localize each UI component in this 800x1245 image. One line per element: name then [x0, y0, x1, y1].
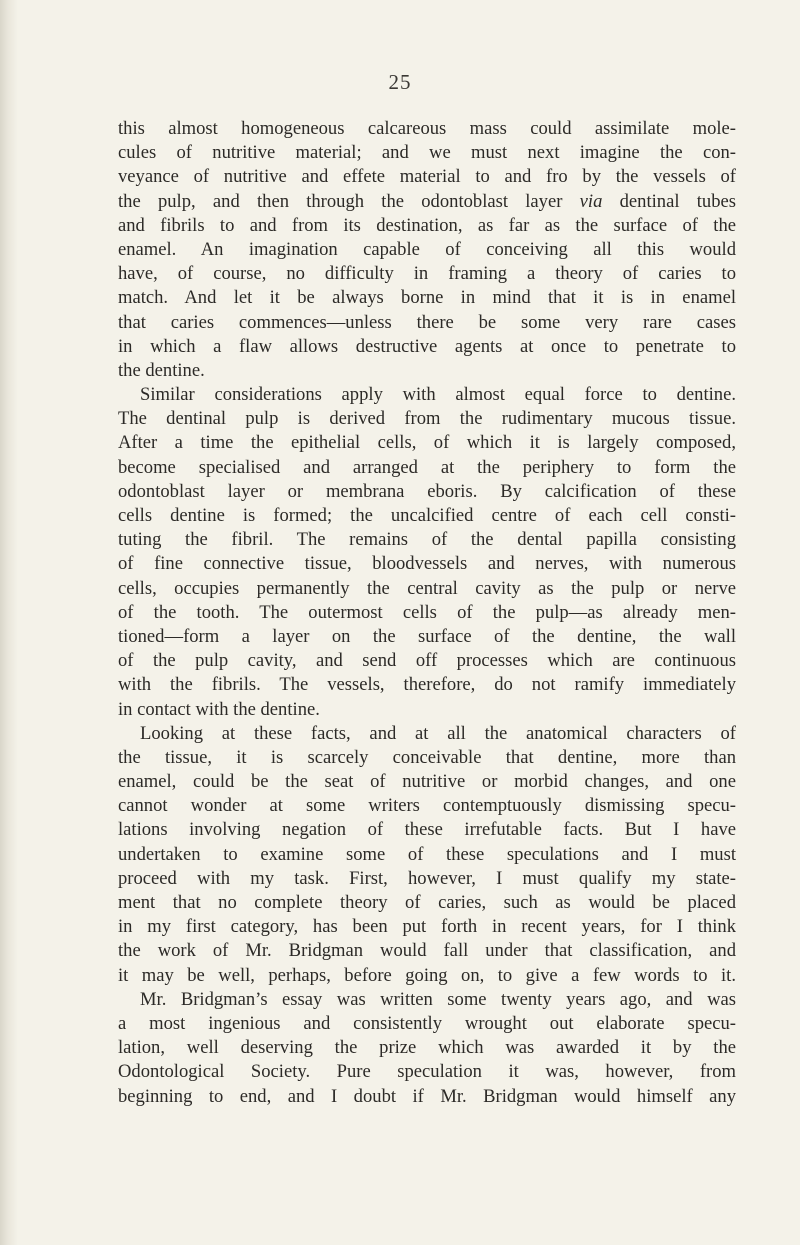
- text-line: and fibrils to and from its destination, as far as the surface of the: [118, 214, 736, 236]
- text-line: cells dentine is formed; the uncalcified centre of each cell consti-: [118, 505, 736, 526]
- text-line: in contact with the dentine.: [118, 698, 320, 720]
- text-line: of the tooth. The outermost cells of the pulp—as already men-: [118, 601, 736, 623]
- text-line: the work of Mr. Bridgman would fall under that classification, and: [118, 940, 736, 962]
- text-line: After a time the epithelial cells, of which it is largely composed,: [118, 432, 736, 454]
- text-line: in my first category, has been put forth in recent years, for I think: [118, 916, 736, 938]
- text-line: [118, 190, 736, 214]
- italic-word: via: [579, 190, 603, 212]
- text-line: enamel, could be the seat of nutritive or morbid changes, and one: [118, 771, 736, 793]
- text-line: proceed with my task. First, however, I must qualify my state-: [118, 867, 736, 889]
- text-line: of the pulp cavity, and send off processes which are continuous: [118, 650, 736, 672]
- text-line: this almost homogeneous calcareous mass could assimilate mole-: [118, 118, 736, 139]
- text-line: beginning to end, and I doubt if Mr. Bridgman would himself any: [118, 1085, 736, 1107]
- text-line: Mr. Bridgman’s essay was written some twenty years ago, and was: [140, 988, 736, 1010]
- text-line: match. And let it be always borne in mind that it is in enamel: [118, 287, 736, 309]
- text-line: tuting the fibril. The remains of the dental papilla consisting: [118, 529, 736, 551]
- text-line: cules of nutritive material; and we must next imagine the con-: [118, 142, 736, 164]
- text-segment: the pulp, and then through the odontoblast layer: [118, 190, 580, 212]
- page-edge-shadow: [0, 0, 18, 1245]
- text-line: veyance of nutritive and effete material to and fro by the vessels of: [118, 166, 736, 188]
- text-line: the dentine.: [118, 359, 205, 381]
- text-line: the tissue, it is scarcely conceivable that dentine, more than: [118, 746, 736, 768]
- text-line: Similar considerations apply with almost equal force to dentine.: [140, 384, 736, 406]
- body-text: [118, 117, 736, 1109]
- text-segment: dentinal tubes: [602, 190, 736, 212]
- text-line: The dentinal pulp is derived from the rudimentary mucous tissue.: [118, 408, 736, 430]
- text-line: of fine connective tissue, bloodvessels and nerves, with numerous: [118, 553, 736, 575]
- text-line: it may be well, perhaps, before going on, to give a few words to it.: [118, 964, 736, 986]
- text-line: ment that no complete theory of caries, such as would be placed: [118, 892, 736, 913]
- text-line: in which a flaw allows destructive agents at once to penetrate to: [118, 335, 736, 357]
- text-line: odontoblast layer or membrana eboris. By calcification of these: [118, 480, 736, 502]
- text-line: tioned—form a layer on the surface of the dentine, the wall: [118, 625, 736, 647]
- text-line: Odontological Society. Pure speculation it was, however, from: [118, 1061, 736, 1083]
- text-line: lation, well deserving the prize which was awarded it by the: [118, 1037, 736, 1059]
- text-line: cells, occupies permanently the central cavity as the pulp or nerve: [118, 577, 736, 599]
- text-line: cannot wonder at some writers contemptuously dismissing specu-: [118, 795, 736, 817]
- text-line: lations involving negation of these irrefutable facts. But I have: [118, 819, 736, 841]
- text-line: with the fibrils. The vessels, therefore, do not ramify immediately: [118, 674, 736, 696]
- page-number: 25: [388, 70, 412, 94]
- text-line: have, of course, no difficulty in framing a theory of caries to: [118, 263, 736, 285]
- text-line: a most ingenious and consistently wrought out elaborate specu-: [118, 1012, 736, 1034]
- text-line: that caries commences—unless there be some very rare cases: [118, 311, 736, 333]
- text-line: enamel. An imagination capable of conceiving all this would: [118, 238, 736, 260]
- text-line: become specialised and arranged at the periphery to form the: [118, 456, 736, 478]
- text-line: undertaken to examine some of these speculations and I must: [118, 843, 736, 865]
- text-line: Looking at these facts, and at all the anatomical characters of: [140, 722, 736, 744]
